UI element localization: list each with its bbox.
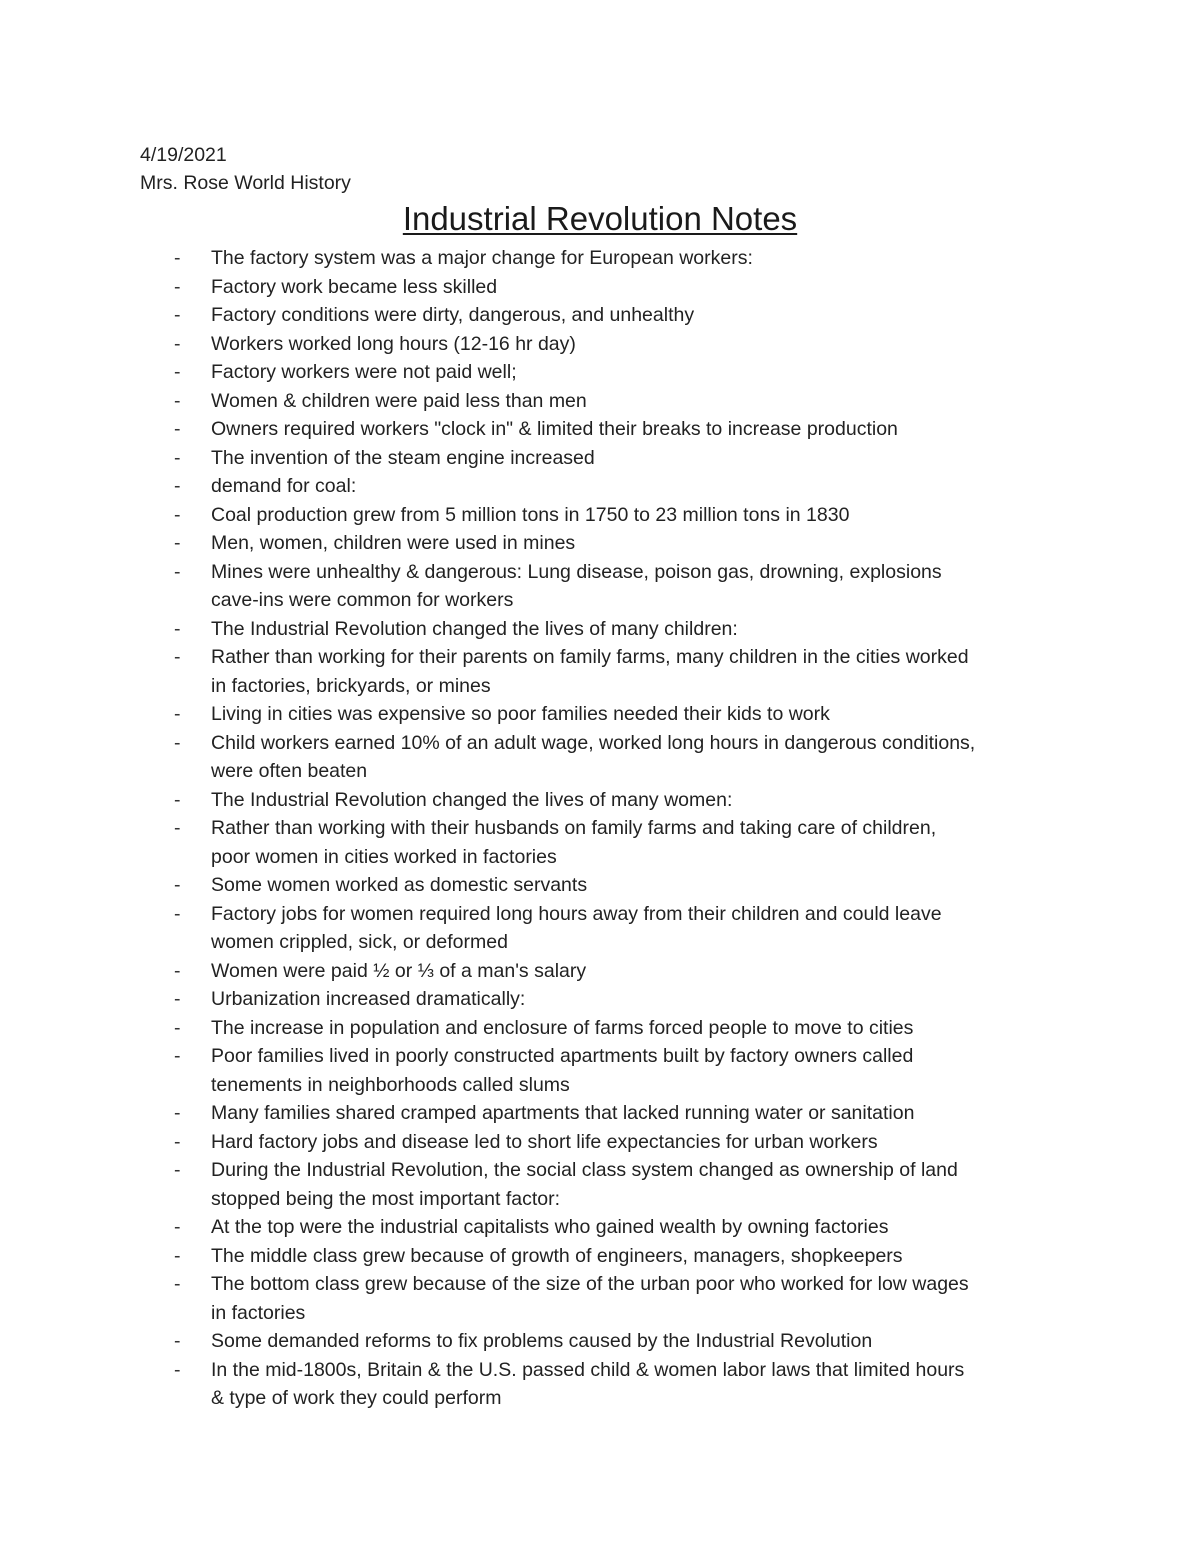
list-item: [0, 1270, 1200, 1327]
list-item: [0, 1156, 1200, 1213]
note-text-line: The Industrial Revolution changed the lives of many children:: [211, 617, 738, 640]
note-text-line: Some women worked as domestic servants: [211, 874, 588, 896]
bullet-dash-icon: -: [174, 731, 181, 754]
list-item: [0, 957, 1200, 986]
bullet-dash-icon: -: [174, 503, 181, 526]
bullet-dash-icon: -: [174, 247, 181, 269]
note-text-line: Many families shared cramped apartments that lacked running water or sanitation: [211, 1102, 915, 1124]
list-item: [0, 558, 1200, 615]
list-item: [0, 330, 1200, 359]
note-text-line: in factories, brickyards, or mines: [211, 674, 491, 697]
note-text-line: The middle class grew because of growth of engineers, managers, shopkeepers: [211, 1244, 903, 1267]
note-text-line: Factory work became less skilled: [211, 275, 498, 298]
note-text-line: Owners required workers "clock in" & limited their breaks to increase production: [211, 418, 898, 440]
list-item: [0, 273, 1200, 302]
list-item: [0, 786, 1200, 815]
bullet-dash-icon: -: [174, 1216, 181, 1238]
note-text-line: Urbanization increased dramatically:: [211, 988, 526, 1010]
list-item: [0, 615, 1200, 644]
list-item: [0, 472, 1200, 501]
note-text-line: Living in cities was expensive so poor families needed their kids to work: [211, 703, 830, 725]
bullet-dash-icon: -: [174, 1016, 181, 1039]
list-item: [0, 529, 1200, 558]
course-name: Mrs. Rose World History: [140, 172, 351, 194]
note-text-line: were often beaten: [211, 760, 368, 782]
bullet-dash-icon: -: [174, 788, 181, 811]
note-text-line: Rather than working for their parents on family farms, many children in the cities worked: [211, 646, 969, 668]
bullet-dash-icon: -: [174, 332, 181, 355]
list-item: [0, 501, 1200, 530]
bullet-dash-icon: -: [174, 389, 181, 412]
note-text-line: Workers worked long hours (12-16 hr day): [211, 332, 576, 355]
note-text-line: demand for coal:: [211, 475, 357, 497]
note-text-line: Factory workers were not paid well;: [211, 361, 517, 383]
bullet-dash-icon: -: [174, 646, 181, 668]
bullet-dash-icon: -: [174, 532, 181, 554]
bullet-dash-icon: -: [174, 988, 181, 1010]
note-text-line: Women & children were paid less than men: [211, 389, 587, 412]
note-text-line: stopped being the most important factor:: [211, 1187, 561, 1210]
note-text-line: Child workers earned 10% of an adult wage, worked long hours in dangerous conditions,: [211, 731, 976, 754]
bullet-dash-icon: -: [174, 1358, 181, 1381]
note-text-line: Some demanded reforms to fix problems caused by the Industrial Revolution: [211, 1330, 873, 1352]
bullet-dash-icon: -: [174, 703, 181, 725]
document-date: 4/19/2021: [140, 144, 227, 166]
bullet-dash-icon: -: [174, 418, 181, 440]
note-text-line: in factories: [211, 1301, 306, 1324]
note-text-line: The increase in population and enclosure of farms forced people to move to cities: [211, 1016, 914, 1039]
note-text-line: women crippled, sick, or deformed: [211, 931, 508, 953]
list-item: [0, 1014, 1200, 1043]
list-item: [0, 444, 1200, 473]
note-text-line: Hard factory jobs and disease led to short life expectancies for urban workers: [211, 1130, 878, 1153]
bullet-dash-icon: -: [174, 874, 181, 896]
bullet-dash-icon: -: [174, 475, 181, 497]
note-text-line: Women were paid ½ or ⅓ of a man's salary: [211, 959, 587, 982]
note-text-line: The factory system was a major change for European workers:: [211, 247, 753, 269]
list-item: [0, 1213, 1200, 1242]
bullet-dash-icon: -: [174, 817, 181, 839]
bullet-dash-icon: -: [174, 1244, 181, 1267]
bullet-dash-icon: -: [174, 560, 181, 583]
document-title: Industrial Revolution Notes: [402, 200, 798, 237]
list-item: [0, 814, 1200, 871]
list-item: [0, 729, 1200, 786]
bullet-dash-icon: -: [174, 902, 181, 925]
list-item: [0, 1099, 1200, 1128]
list-item: [0, 1242, 1200, 1271]
bullet-dash-icon: -: [174, 1273, 181, 1295]
note-text-line: & type of work they could perform: [211, 1387, 502, 1409]
list-item: [0, 643, 1200, 700]
note-text-line: The bottom class grew because of the size of the urban poor who worked for low wages: [211, 1273, 969, 1295]
note-text-line: Mines were unhealthy & dangerous: Lung disease, poison gas, drowning, explosions: [211, 560, 942, 583]
list-item: [0, 900, 1200, 957]
list-item: [0, 871, 1200, 900]
bullet-dash-icon: -: [174, 1045, 181, 1067]
list-item: [0, 415, 1200, 444]
note-text-line: Rather than working with their husbands on family farms and taking care of children,: [211, 817, 937, 839]
list-item: [0, 1327, 1200, 1356]
list-item: [0, 244, 1200, 273]
notes-list: [0, 244, 1200, 1413]
bullet-dash-icon: -: [174, 617, 181, 640]
note-text-line: poor women in cities worked in factories: [211, 845, 557, 868]
bullet-dash-icon: -: [174, 1130, 181, 1153]
bullet-dash-icon: -: [174, 959, 181, 982]
note-text-line: Men, women, children were used in mines: [211, 532, 576, 554]
note-text-line: cave-ins were common for workers: [211, 589, 514, 611]
note-text-line: At the top were the industrial capitalists who gained wealth by owning factories: [211, 1216, 889, 1238]
list-item: [0, 1042, 1200, 1099]
list-item: [0, 985, 1200, 1014]
bullet-dash-icon: -: [174, 275, 181, 298]
note-text-line: The invention of the steam engine increased: [211, 446, 595, 469]
note-text-line: In the mid-1800s, Britain & the U.S. passed child & women labor laws that limited hours: [211, 1358, 965, 1381]
list-item: [0, 358, 1200, 387]
list-item: [0, 1128, 1200, 1157]
list-item: [0, 387, 1200, 416]
note-text-line: Coal production grew from 5 million tons in 1750 to 23 million tons in 1830: [211, 503, 850, 526]
list-item: [0, 1356, 1200, 1413]
note-text-line: Poor families lived in poorly constructed apartments built by factory owners called: [211, 1045, 914, 1067]
note-text-line: During the Industrial Revolution, the social class system changed as ownership of land: [211, 1159, 958, 1181]
bullet-dash-icon: -: [174, 361, 181, 383]
bullet-dash-icon: -: [174, 1330, 181, 1352]
bullet-dash-icon: -: [174, 304, 181, 326]
list-item: [0, 700, 1200, 729]
bullet-dash-icon: -: [174, 446, 181, 469]
note-text-line: Factory conditions were dirty, dangerous, and unhealthy: [211, 304, 695, 326]
bullet-dash-icon: -: [174, 1102, 181, 1124]
bullet-dash-icon: -: [174, 1159, 181, 1181]
list-item: [0, 301, 1200, 330]
note-text-line: The Industrial Revolution changed the lives of many women:: [211, 788, 733, 811]
note-text-line: Factory jobs for women required long hours away from their children and could leave: [211, 902, 942, 925]
note-text-line: tenements in neighborhoods called slums: [211, 1073, 570, 1096]
